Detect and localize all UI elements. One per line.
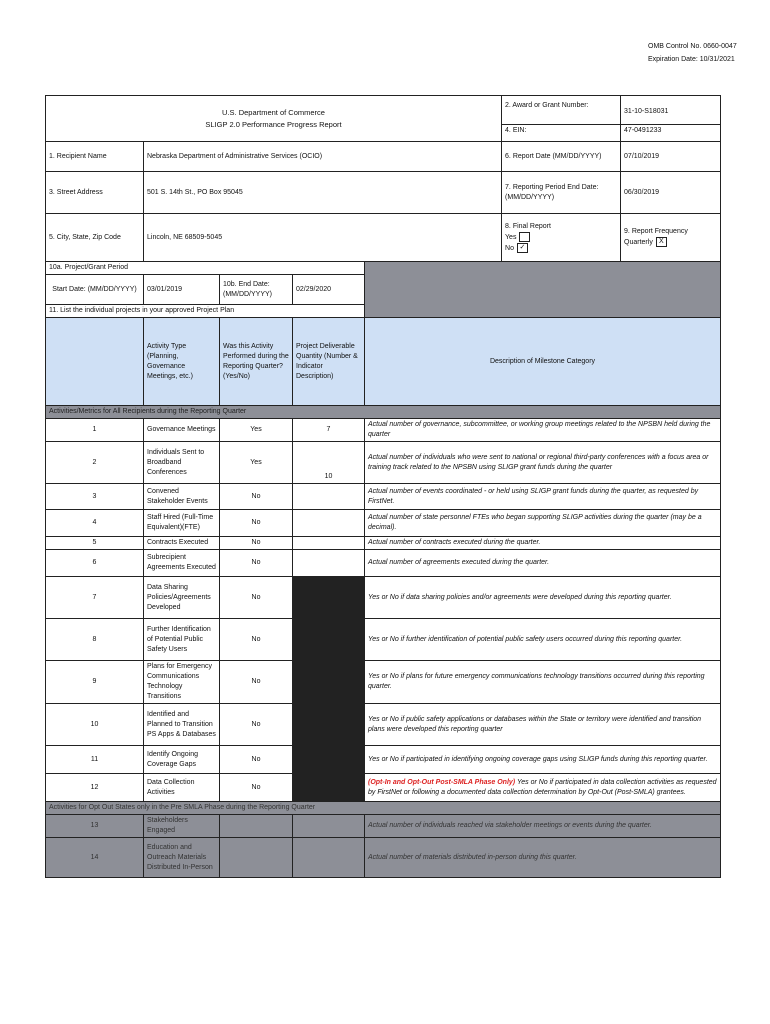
- deliverable-qty-blacked: [293, 619, 365, 661]
- final-no-checkbox[interactable]: ✓: [517, 243, 528, 253]
- report-frequency-label: 9. Report Frequency: [624, 228, 688, 236]
- performed-heading: Was this Activity Performed during the Reporting Quarter? (Yes/No): [220, 318, 293, 406]
- table-row: [46, 510, 721, 537]
- table-row: [46, 746, 721, 774]
- performed-value: [220, 815, 293, 838]
- deliverable-qty-blacked: [293, 704, 365, 746]
- deliverable-qty: [293, 510, 365, 537]
- row-number: 8: [46, 619, 144, 661]
- activity-type: Contracts Executed: [144, 537, 220, 550]
- performed-value: No: [220, 746, 293, 774]
- row-number: 13: [46, 815, 144, 838]
- performed-value: [220, 838, 293, 878]
- row-number: 5: [46, 537, 144, 550]
- performed-value: No: [220, 510, 293, 537]
- reporting-period-value: 06/30/2019: [621, 172, 721, 214]
- city-state-zip-value: Lincoln, NE 68509-5045: [144, 214, 502, 262]
- street-address-value: 501 S. 14th St., PO Box 95045: [144, 172, 502, 214]
- deliverable-qty-blacked: [293, 746, 365, 774]
- deliverable-qty: [293, 484, 365, 510]
- report-frequency-value: Quarterly: [624, 238, 653, 246]
- award-label: 2. Award or Grant Number:: [502, 100, 620, 125]
- city-state-zip-label: 5. City, State, Zip Code: [46, 214, 144, 262]
- deliverable-qty-blacked: [293, 577, 365, 619]
- row-number: 9: [46, 661, 144, 704]
- award-label-cell: [502, 96, 621, 142]
- table-row: [46, 815, 721, 838]
- milestone-description: Yes or No if public safety applications or databases within the State or territory were identified and transition plans were developed this reporting quarter: [365, 704, 721, 746]
- award-number: 31-10-S18031: [621, 100, 720, 125]
- table-row: [46, 577, 721, 619]
- performed-value: No: [220, 619, 293, 661]
- row-number: 14: [46, 838, 144, 878]
- report-frequency-cell: [621, 214, 721, 262]
- milestone-description: Yes or No if data sharing policies and/or agreements were developed during this reporting quarter.: [365, 577, 721, 619]
- activity-type: Individuals Sent to Broadband Conferences: [144, 442, 220, 484]
- activity-type: Stakeholders Engaged: [144, 815, 220, 838]
- activity-type: Identified and Planned to Transition PS Apps & Databases: [144, 704, 220, 746]
- row-number: 2: [46, 442, 144, 484]
- activity-type: Identify Ongoing Coverage Gaps: [144, 746, 220, 774]
- final-no-label: No: [505, 244, 514, 252]
- milestone-description: Actual number of governance, subcommittee, or working group meetings related to the NPSBN held during the quarter: [365, 419, 721, 442]
- final-report-label: 8. Final Report: [505, 222, 551, 230]
- report-date-label: 6. Report Date (MM/DD/YYYY): [502, 142, 621, 172]
- milestone-description: Actual number of agreements executed during the quarter.: [365, 550, 721, 577]
- table-row: [46, 537, 721, 550]
- section-all-recipients: Activities/Metrics for All Recipients during the Reporting Quarter: [46, 406, 721, 419]
- milestone-description: Yes or No if participated in identifying ongoing coverage gaps using SLIGP funds during this reporting quarter.: [365, 746, 721, 774]
- row-number: 10: [46, 704, 144, 746]
- row-number: 4: [46, 510, 144, 537]
- milestone-description: Actual number of individuals reached via stakeholder meetings or events during the quarter.: [365, 815, 721, 838]
- table-row: [46, 419, 721, 442]
- table-row: [46, 550, 721, 577]
- activity-type: Plans for Emergency Communications Technology Transitions: [144, 661, 220, 704]
- table-row: [46, 442, 721, 484]
- row-number: 11: [46, 746, 144, 774]
- activity-type: Education and Outreach Materials Distributed In-Person: [144, 838, 220, 878]
- expiration-date: Expiration Date: 10/31/2021: [648, 56, 735, 63]
- end-date-value: 02/29/2020: [293, 275, 365, 305]
- table-row: [46, 704, 721, 746]
- table-row: [46, 661, 721, 704]
- milestone-description: Yes or No if further identification of potential public safety users occurred during this reporting quarter.: [365, 619, 721, 661]
- activity-type: Staff Hired (Full-Time Equivalent)(FTE): [144, 510, 220, 537]
- performed-value: Yes: [220, 419, 293, 442]
- milestone-description: Actual number of contracts executed during the quarter.: [365, 537, 721, 550]
- performed-value: No: [220, 537, 293, 550]
- deliverable-qty: [293, 550, 365, 577]
- ein-label: 4. EIN:: [505, 127, 527, 134]
- row-number: 12: [46, 774, 144, 802]
- activity-type: Data Sharing Policies/Agreements Developed: [144, 577, 220, 619]
- final-yes-checkbox[interactable]: [519, 232, 530, 242]
- table-row: [46, 774, 721, 802]
- reporting-period-label: 7. Reporting Period End Date: (MM/DD/YYYY): [502, 172, 621, 214]
- section-opt-out: Activities for Opt Out States only in the Pre SMLA Phase during the Reporting Quarter: [46, 802, 721, 815]
- deliverable-qty: [293, 815, 365, 838]
- title-line-1: U.S. Department of Commerce: [222, 107, 325, 117]
- activity-type-heading: Activity Type (Planning, Governance Meetings, etc.): [144, 318, 220, 406]
- performed-value: No: [220, 550, 293, 577]
- end-date-label: 10b. End Date: (MM/DD/YYYY): [220, 275, 293, 305]
- final-yes-label: Yes: [505, 233, 517, 241]
- table-row: [46, 838, 721, 878]
- activity-type: Governance Meetings: [144, 419, 220, 442]
- recipient-name-value: Nebraska Department of Administrative Services (OCIO): [144, 142, 502, 172]
- deliverable-qty-blacked: [293, 661, 365, 704]
- final-report-cell: [502, 214, 621, 262]
- performance-report-form: [45, 95, 721, 878]
- blank-heading: [46, 318, 144, 406]
- milestone-heading: Description of Milestone Category: [365, 318, 721, 406]
- deliverable-qty: 10: [293, 442, 365, 484]
- start-date-value: 03/01/2019: [144, 275, 220, 305]
- opt-in-note: (Opt-In and Opt-Out Post-SMLA Phase Only): [368, 778, 516, 786]
- row-number: 3: [46, 484, 144, 510]
- section-11-label: 11. List the individual projects in your approved Project Plan: [46, 305, 365, 318]
- activity-type: Further Identification of Potential Public Safety Users: [144, 619, 220, 661]
- milestone-description: Actual number of state personnel FTEs who began supporting SLIGP activities during the quarter (may be a decimal).: [365, 510, 721, 537]
- grey-filler-period: [365, 262, 721, 318]
- award-value-cell: [621, 96, 721, 142]
- milestone-description: Yes or No if plans for future emergency communications technology transitions occurred during this reporting quarter.: [365, 661, 721, 704]
- street-address-label: 3. Street Address: [46, 172, 144, 214]
- deliverable-qty: [293, 838, 365, 878]
- recipient-name-label: 1. Recipient Name: [46, 142, 144, 172]
- table-row: [46, 619, 721, 661]
- row-number: 7: [46, 577, 144, 619]
- milestone-description: [365, 774, 721, 802]
- milestone-description: Actual number of events coordinated - or held using SLIGP grant funds during the quarter, as requested by FirstNet.: [365, 484, 721, 510]
- performed-value: No: [220, 484, 293, 510]
- report-date-value: 07/10/2019: [621, 142, 721, 172]
- title-line-2: SLIGP 2.0 Performance Progress Report: [205, 119, 342, 129]
- report-title: [46, 96, 502, 142]
- activity-type: Data Collection Activities: [144, 774, 220, 802]
- quarterly-checkbox[interactable]: X: [656, 237, 667, 247]
- table-row: [46, 484, 721, 510]
- omb-control-number: OMB Control No. 0660-0047: [648, 43, 737, 50]
- start-date-label: Start Date: (MM/DD/YYYY): [46, 275, 144, 305]
- performed-value: No: [220, 774, 293, 802]
- activity-type: Convened Stakeholder Events: [144, 484, 220, 510]
- ein-value: 47-0491233: [624, 127, 662, 134]
- milestone-description: Actual number of materials distributed in-person during this quarter.: [365, 838, 721, 878]
- performed-value: No: [220, 704, 293, 746]
- deliverable-qty-blacked: [293, 774, 365, 802]
- deliverable-qty: [293, 537, 365, 550]
- deliverable-qty: 7: [293, 419, 365, 442]
- milestone-description: Actual number of individuals who were sent to national or regional third-party conferences with a focus area or training track related to the NPSBN using SLIGP grant funds during the quarter: [365, 442, 721, 484]
- project-period-label: 10a. Project/Grant Period: [46, 262, 365, 275]
- performed-value: No: [220, 661, 293, 704]
- row-number: 1: [46, 419, 144, 442]
- row-number: 6: [46, 550, 144, 577]
- deliverable-heading: Project Deliverable Quantity (Number & Indicator Description): [293, 318, 365, 406]
- activity-type: Subrecipient Agreements Executed: [144, 550, 220, 577]
- performed-value: Yes: [220, 442, 293, 484]
- milestone-description-text: Yes or No if participated in data collection activities as requested by FirstNet or following a documented data collection determination by Opt-Out (Post-SMLA) grantees.: [368, 778, 717, 796]
- performed-value: No: [220, 577, 293, 619]
